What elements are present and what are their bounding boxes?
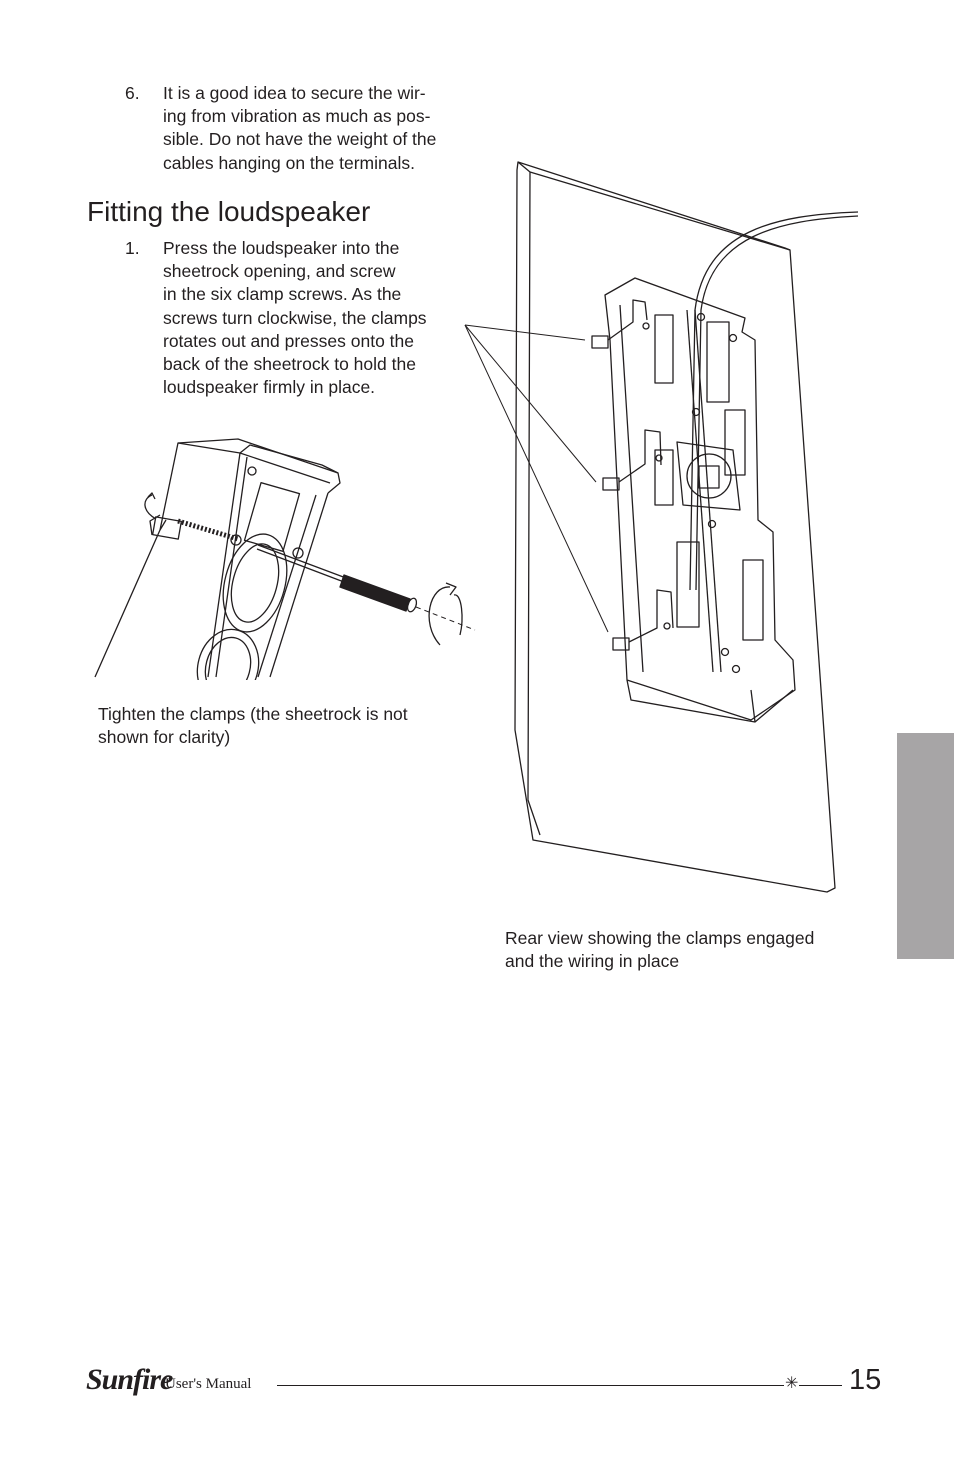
step-text (163, 82, 436, 175)
figure-caption-left (98, 703, 408, 748)
star-ornament-icon: ✳ (785, 1375, 799, 1392)
rear-view-illustration (455, 160, 865, 895)
step-line: in the six clamp screws. As the (163, 284, 402, 305)
step-line: back of the sheetrock to hold the (163, 354, 416, 375)
page-number: 15 (849, 1364, 882, 1396)
caption-line: Tighten the clamps (the sheetrock is not (98, 704, 408, 724)
step-text (163, 237, 427, 399)
section-heading: Fitting the loudspeaker (87, 196, 371, 227)
step-number: 1. (125, 238, 140, 258)
step-line: cables hanging on the terminals. (163, 152, 415, 173)
step-line: loudspeaker firmly in place. (163, 377, 376, 398)
step-line: It is a good idea to secure the wir- (163, 83, 426, 103)
step-line: rotates out and presses onto the (163, 330, 414, 351)
caption-line: shown for clarity) (98, 726, 231, 747)
step-line: sible. Do not have the weight of the (163, 129, 437, 150)
section-side-tab (897, 733, 954, 959)
manual-label: User's Manual (165, 1376, 252, 1392)
caption-line: Rear view showing the clamps engaged (505, 928, 815, 948)
step-number: 6. (125, 83, 140, 103)
tighten-clamps-illustration (90, 435, 480, 680)
step-line: sheetrock opening, and screw (163, 261, 396, 282)
caption-line: and the wiring in place (505, 950, 680, 971)
step-line: screws turn clockwise, the clamps (163, 307, 427, 328)
figure-caption-right (505, 927, 814, 972)
footer-rule (277, 1385, 842, 1386)
step-line: Press the loudspeaker into the (163, 238, 400, 258)
step-line: ing from vibration as much as pos- (163, 106, 431, 127)
brand-logo: Sunfire (86, 1363, 173, 1396)
